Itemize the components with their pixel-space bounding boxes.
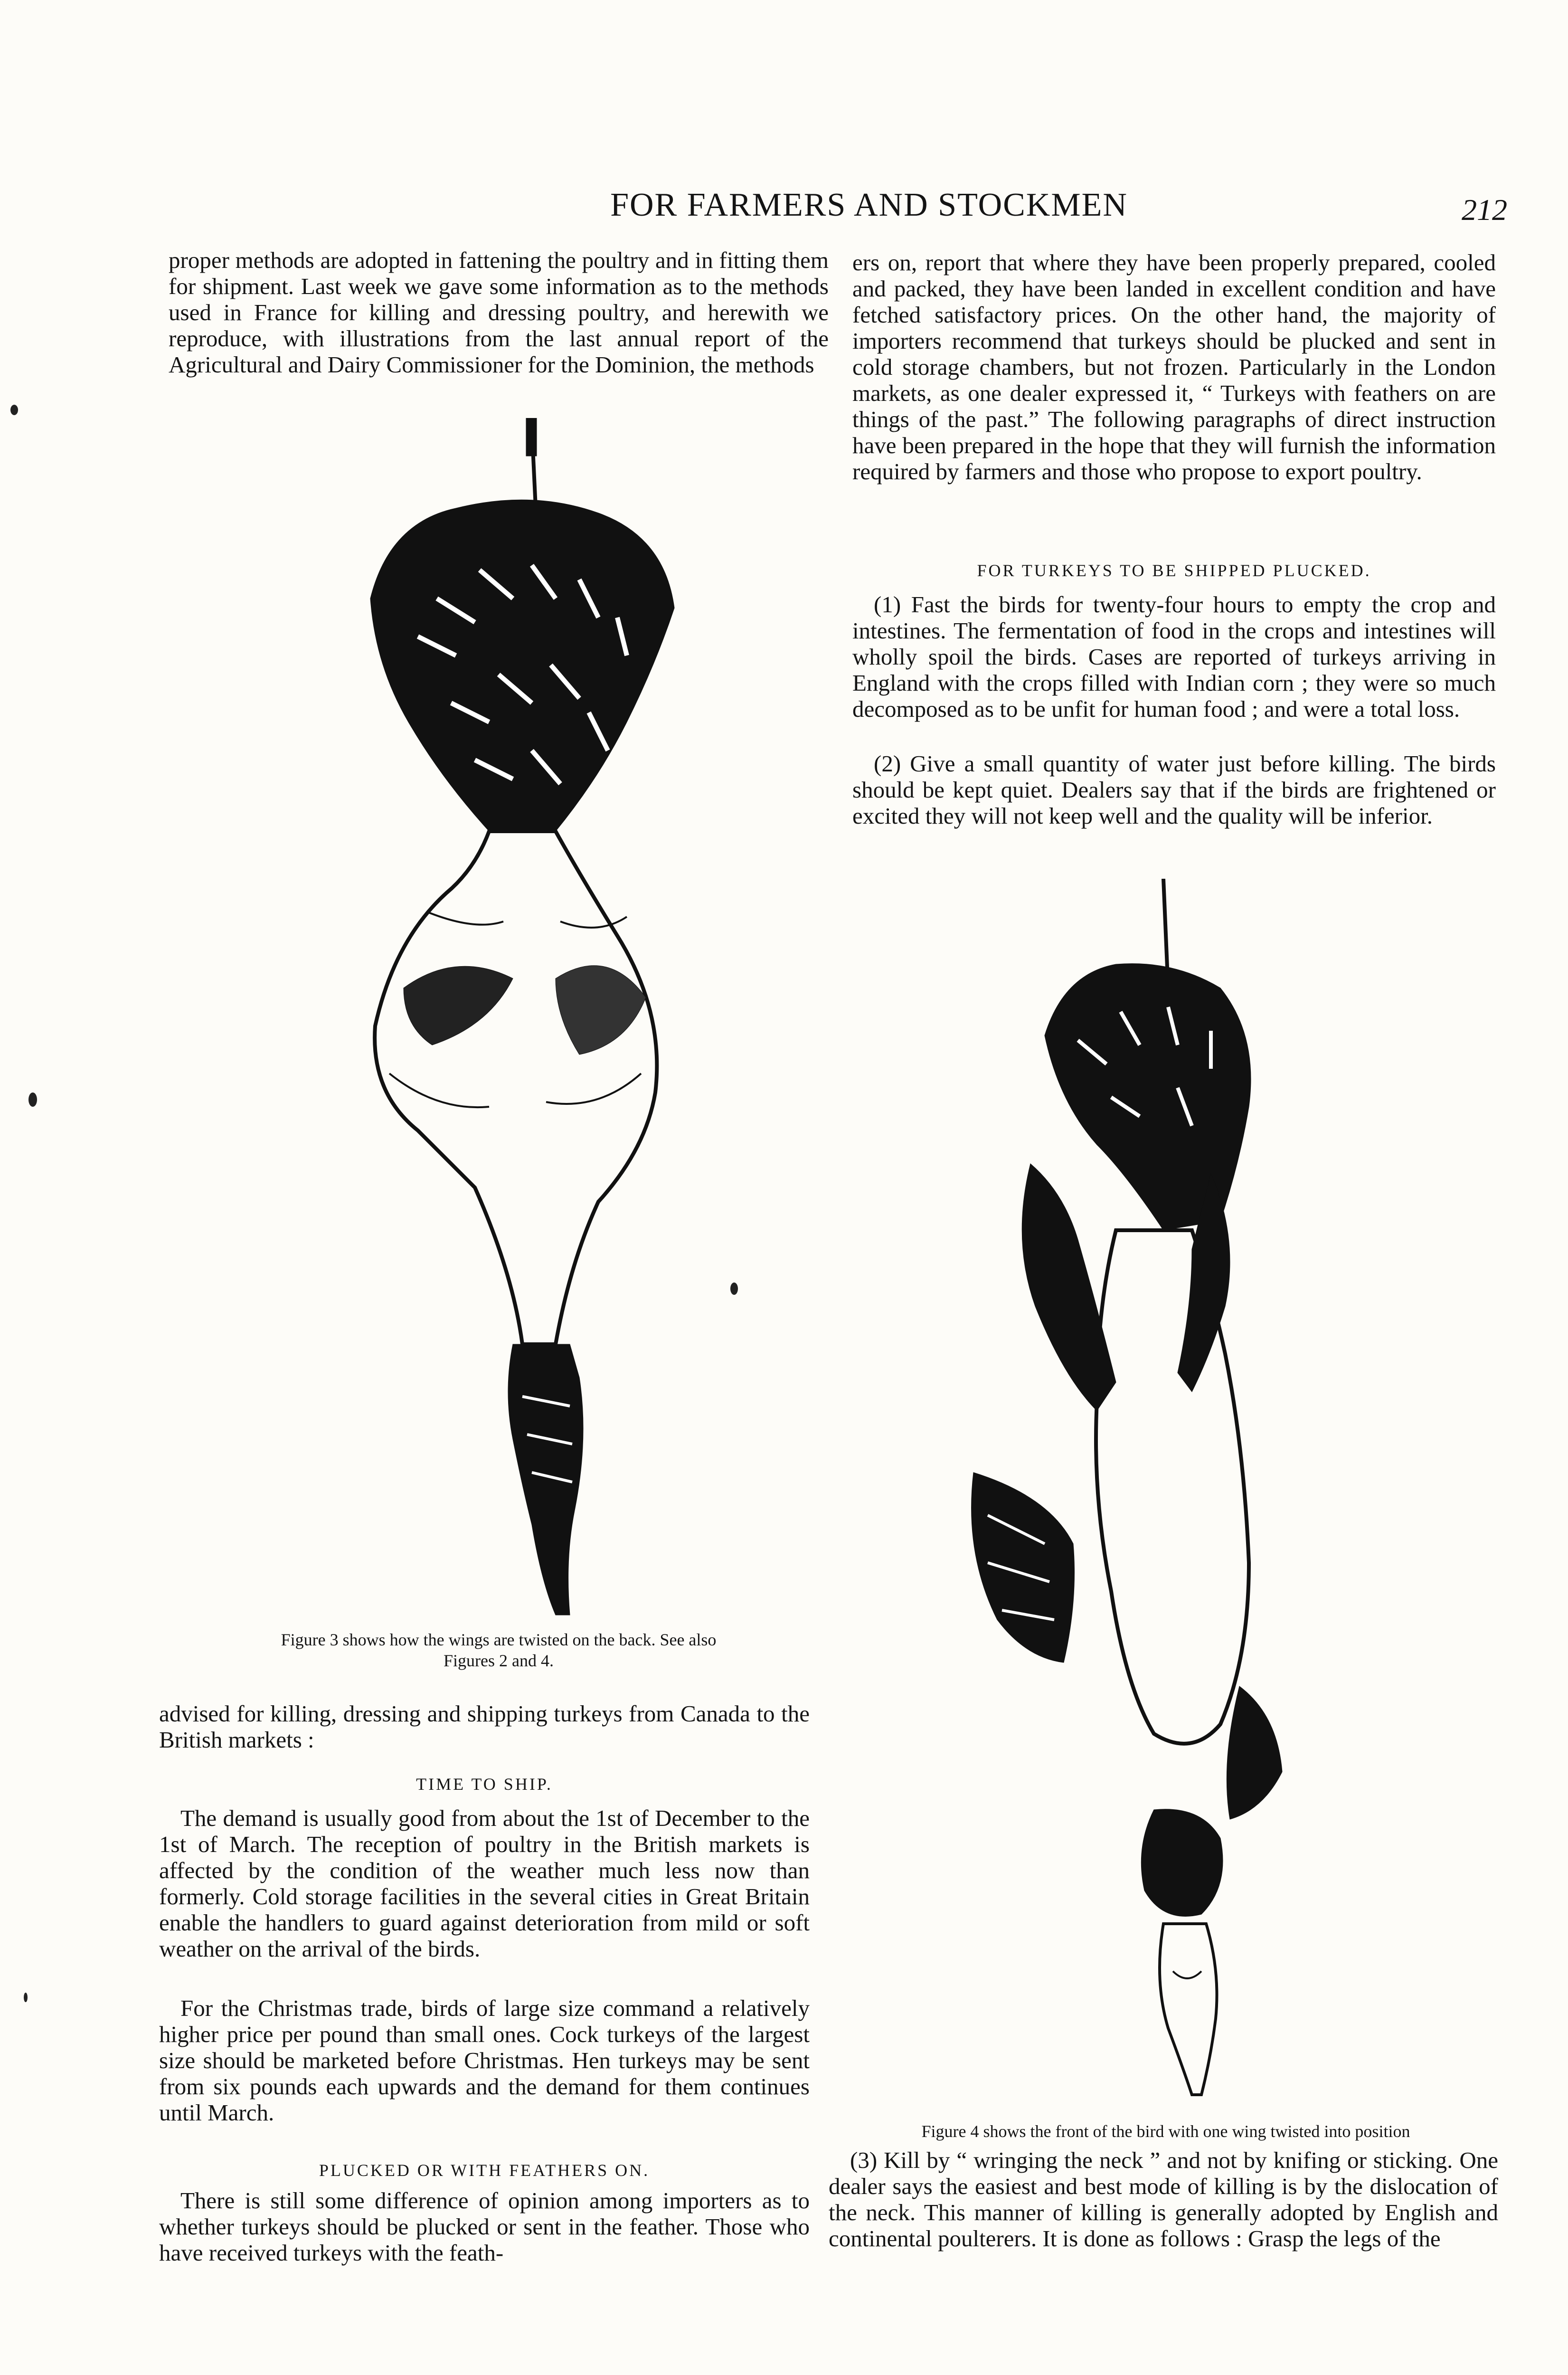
figure-3-caption <box>183 1629 814 1671</box>
figure-4-caption: Figure 4 shows the front of the bird with one wing twisted into position <box>921 2122 1410 2141</box>
heading-time-to-ship: TIME TO SHIP. <box>416 1775 553 1794</box>
print-speck <box>10 405 18 415</box>
figure-3-caption-line-2: Figures 2 and 4. <box>444 1651 554 1670</box>
heading-plucked-or-with-feathers: PLUCKED OR WITH FEATHERS ON. <box>319 2161 650 2180</box>
paragraph-intro: proper methods are adopted in fattening the poultry and in fitting them for shipment. Last week we gave some information as to the methods used in France for killing and dressing poultry, and herewith we reproduce, with illustrations from the last annual report of the Agricultural and Dairy Commissioner for the Dominion, the methods <box>169 247 829 378</box>
figure-4-illustration <box>954 879 1287 2104</box>
paragraph-kill: (3) Kill by “ wringing the neck ” and not by knifing or sticking. One dealer says the easiest and best mode of killing is by the dislocation of the neck. This manner of killing is generally adopted by English and continental poulterers. It is done as follows : Grasp the legs of the <box>829 2147 1498 2252</box>
figure-3-illustration <box>332 418 693 1634</box>
paragraph-christmas: For the Christmas trade, birds of large size command a relatively higher price per pound than small ones. Cock turkeys of the largest size should be marketed before Christmas. Hen turkeys may be sent from six pounds each upwards and the demand for them continues until March. <box>159 1995 810 2126</box>
paragraph-report: ers on, report that where they have been properly prepared, cooled and packed, they have been landed in excellent condition and have fetched satisfactory prices. On the other hand, the majority of importers recommend that turkeys should be plucked and sent in cold storage chambers, but not frozen. Particularly in the London markets, as one dealer expressed it, “ Turkeys with feathers on are things of the past.” The following paragraphs of direct instruction have been prepared in the hope that they will furnish the information required by farmers and those who propose to export poultry. <box>852 249 1496 484</box>
print-speck <box>28 1092 37 1107</box>
paragraph-fast: (1) Fast the birds for twenty-four hours to empty the crop and intestines. The fermentation of food in the crops and intestines will wholly spoil the birds. Cases are reported of turkeys arriving in England with the crops filled with Indian corn ; they were so much decomposed as to be unfit for human food ; and were a total loss. <box>852 591 1496 722</box>
print-speck <box>730 1282 738 1295</box>
paragraph-advised: advised for killing, dressing and shipping turkeys from Canada to the British markets : <box>159 1700 810 1753</box>
page-number: 212 <box>1462 193 1507 227</box>
paragraph-water: (2) Give a small quantity of water just before killing. The birds should be kept quiet. Dealers say that if the birds are frightened or excited they will not keep well and the quality will be inferior. <box>852 750 1496 829</box>
paragraph-demand: The demand is usually good from about the 1st of December to the 1st of March. The reception of poultry in the British markets is affected by the condition of the weather much less now than formerly. Cold storage facilities in the several cities in Great Britain enable the handlers to guard against deterioration from mild or soft weather on the arrival of the birds. <box>159 1805 810 1962</box>
print-speck <box>24 1993 28 2002</box>
running-title: FOR FARMERS AND STOCKMEN <box>610 187 1128 223</box>
paragraph-difference: There is still some difference of opinion among importers as to whether turkeys should be plucked or sent in the feather. Those who have received turkeys with the feath- <box>159 2187 810 2266</box>
heading-shipped-plucked: FOR TURKEYS TO BE SHIPPED PLUCKED. <box>977 561 1371 580</box>
figure-3-caption-line-1: Figure 3 shows how the wings are twisted on the back. See also <box>281 1630 717 1649</box>
